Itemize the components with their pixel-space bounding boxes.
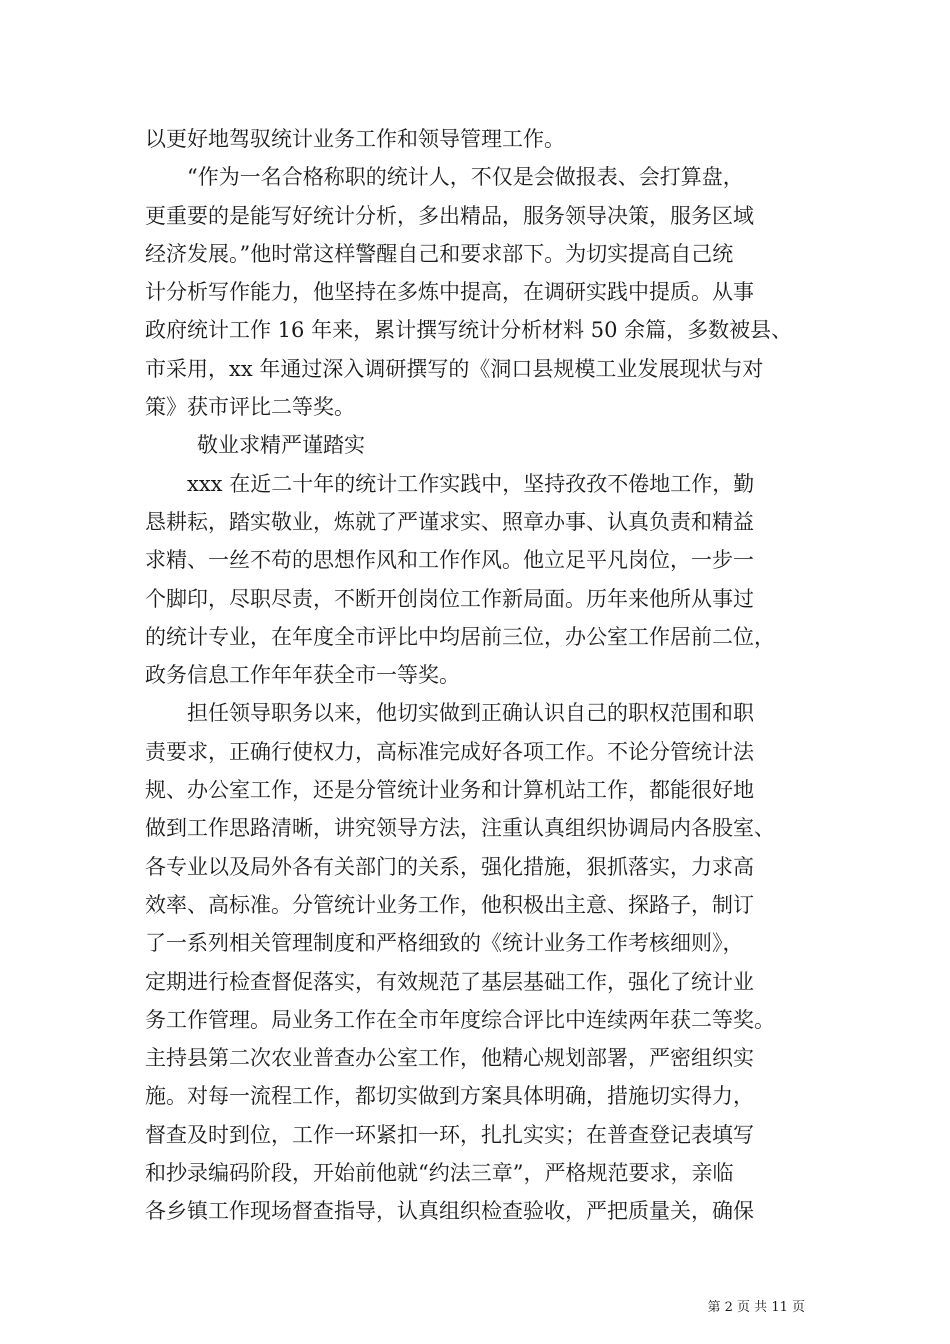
page-number-footer: 第 2 页 共 11 页 <box>707 1300 805 1315</box>
text-line: 政府统计工作 16 年来，累计撰写统计分析材料 50 余篇，多数被县、 <box>145 318 793 343</box>
text-line: 规、办公室工作，还是分管统计业务和计算机站工作，都能很好地 <box>145 778 754 803</box>
text-line: 主持县第二次农业普查办公室工作，他精心规划部署，严密组织实 <box>145 1046 754 1071</box>
text-line: 督查及时到位，工作一环紧扣一环，扎扎实实；在普查登记表填写 <box>145 1122 754 1147</box>
text-line: 责要求，正确行使权力，高标准完成好各项工作。不论分管统计法 <box>145 739 754 764</box>
text-line: 的统计专业，在年度全市评比中均居前三位，办公室工作居前二位， <box>145 624 775 649</box>
text-line: xxx 在近二十年的统计工作实践中，坚持孜孜不倦地工作，勤 <box>187 471 755 496</box>
text-line: 经济发展。”他时常这样警醒自己和要求部下。为切实提高自己统 <box>145 241 734 266</box>
text-line: 担任领导职务以来，他切实做到正确认识自己的职权范围和职 <box>187 701 754 726</box>
text-line: 施。对每一流程工作，都切实做到方案具体明确，措施切实得力， <box>145 1084 754 1109</box>
text-line: 和抄录编码阶段，开始前他就“约法三章”，严格规范要求，亲临 <box>145 1161 734 1186</box>
text-line: “作为一名合格称职的统计人，不仅是会做报表、会打算盘， <box>187 165 744 190</box>
document-body <box>145 120 835 1231</box>
text-line: 策》获市评比二等奖。 <box>145 395 355 420</box>
text-line: 市采用，xx 年通过深入调研撰写的《洞口县规模工业发展现状与对 <box>145 356 764 381</box>
text-line: 计分析写作能力，他坚持在多炼中提高，在调研实践中提质。从事 <box>145 280 754 305</box>
text-line: 了一系列相关管理制度和严格细致的《统计业务工作考核细则》， <box>145 931 744 956</box>
text-line: 效率、高标准。分管统计业务工作，他积极出主意、探路子，制订 <box>145 892 754 917</box>
text-line: 定期进行检查督促落实，有效规范了基层基础工作，强化了统计业 <box>145 969 754 994</box>
text-line: 做到工作思路清晰，讲究领导方法，注重认真组织协调局内各股室、 <box>145 816 775 841</box>
text-line: 个脚印，尽职尽责，不断开创岗位工作新局面。历年来他所从事过 <box>145 586 754 611</box>
text-line: 各专业以及局外各有关部门的关系，强化措施，狠抓落实，力求高 <box>145 854 754 879</box>
text-line: 政务信息工作年年获全市一等奖。 <box>145 663 460 688</box>
text-line: 以更好地驾驭统计业务工作和领导管理工作。 <box>145 127 565 151</box>
text-line: 恳耕耘，踏实敬业，炼就了严谨求实、照章办事、认真负责和精益 <box>145 509 754 534</box>
text-line: 求精、一丝不苟的思想作风和工作作风。他立足平凡岗位，一步一 <box>145 548 754 573</box>
text-line: 更重要的是能写好统计分析，多出精品，服务领导决策，服务区域 <box>145 203 754 228</box>
text-line: 各乡镇工作现场督查指导，认真组织检查验收，严把质量关，确保 <box>145 1199 754 1224</box>
text-line: 务工作管理。局业务工作在全市年度综合评比中连续两年获二等奖。 <box>145 1007 775 1032</box>
section-heading: 敬业求精严谨踏实 <box>197 433 365 458</box>
